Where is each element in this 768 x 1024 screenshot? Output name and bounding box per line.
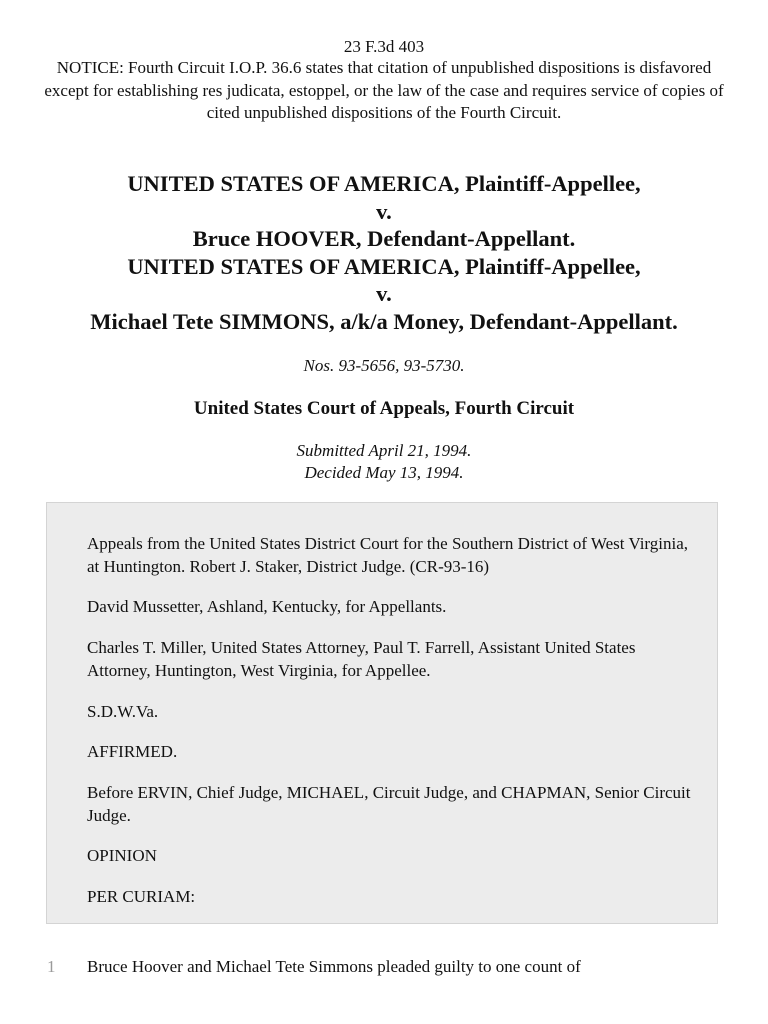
disposition: AFFIRMED. xyxy=(87,742,178,761)
caption-party-line: UNITED STATES OF AMERICA, Plaintiff-Appellee, xyxy=(127,253,641,279)
panel-judges: Before ERVIN, Chief Judge, MICHAEL, Circuit Judge, and CHAPMAN, Senior Circuit Judge. xyxy=(87,783,691,825)
case-citation: 23 F.3d 403 xyxy=(343,37,425,56)
appellee-counsel: Charles T. Miller, United States Attorney, Paul T. Farrell, Assistant United States Attorney, Huntington, West Virginia, for Appellee. xyxy=(87,638,636,680)
decided-date: Decided May 13, 1994. xyxy=(304,463,464,482)
court-name: United States Court of Appeals, Fourth Circuit xyxy=(193,398,575,419)
caption-party-line: UNITED STATES OF AMERICA, Plaintiff-Appellee, xyxy=(127,171,641,196)
paragraph-text: Bruce Hoover and Michael Tete Simmons pleaded guilty to one count of xyxy=(87,957,581,976)
case-caption xyxy=(0,170,768,335)
appeal-from-text: Appeals from the United States District Court for the Southern District of West Virginia, at Huntington. Robert J. Staker, District Judge. (CR-93-16) xyxy=(87,534,689,576)
caption-versus: v. xyxy=(376,198,392,224)
paragraph-number: 1 xyxy=(47,957,56,976)
unpublished-notice: NOTICE: Fourth Circuit I.O.P. 36.6 states that citation of unpublished dispositions is disfavored except for establishing res judicata, estoppel, or the law of the case and requires service of copies of cited unpublished dispositions of the Fourth Circuit. xyxy=(44,58,724,122)
caption-party-line: Bruce HOOVER, Defendant-Appellant. xyxy=(192,226,576,251)
docket-numbers: Nos. 93-5656, 93-5730. xyxy=(303,356,465,375)
appellants-counsel: David Mussetter, Ashland, Kentucky, for Appellants. xyxy=(87,597,447,616)
opinion-label: OPINION xyxy=(87,846,157,865)
per-curiam-label: PER CURIAM: xyxy=(87,887,196,906)
case-dates xyxy=(0,440,768,484)
district-abbreviation: S.D.W.Va. xyxy=(87,702,159,721)
caption-party-line: Michael Tete SIMMONS, a/k/a Money, Defendant-Appellant. xyxy=(90,308,678,334)
case-summary-box xyxy=(46,502,718,924)
submitted-date: Submitted April 21, 1994. xyxy=(296,441,472,460)
caption-versus: v. xyxy=(376,281,392,306)
